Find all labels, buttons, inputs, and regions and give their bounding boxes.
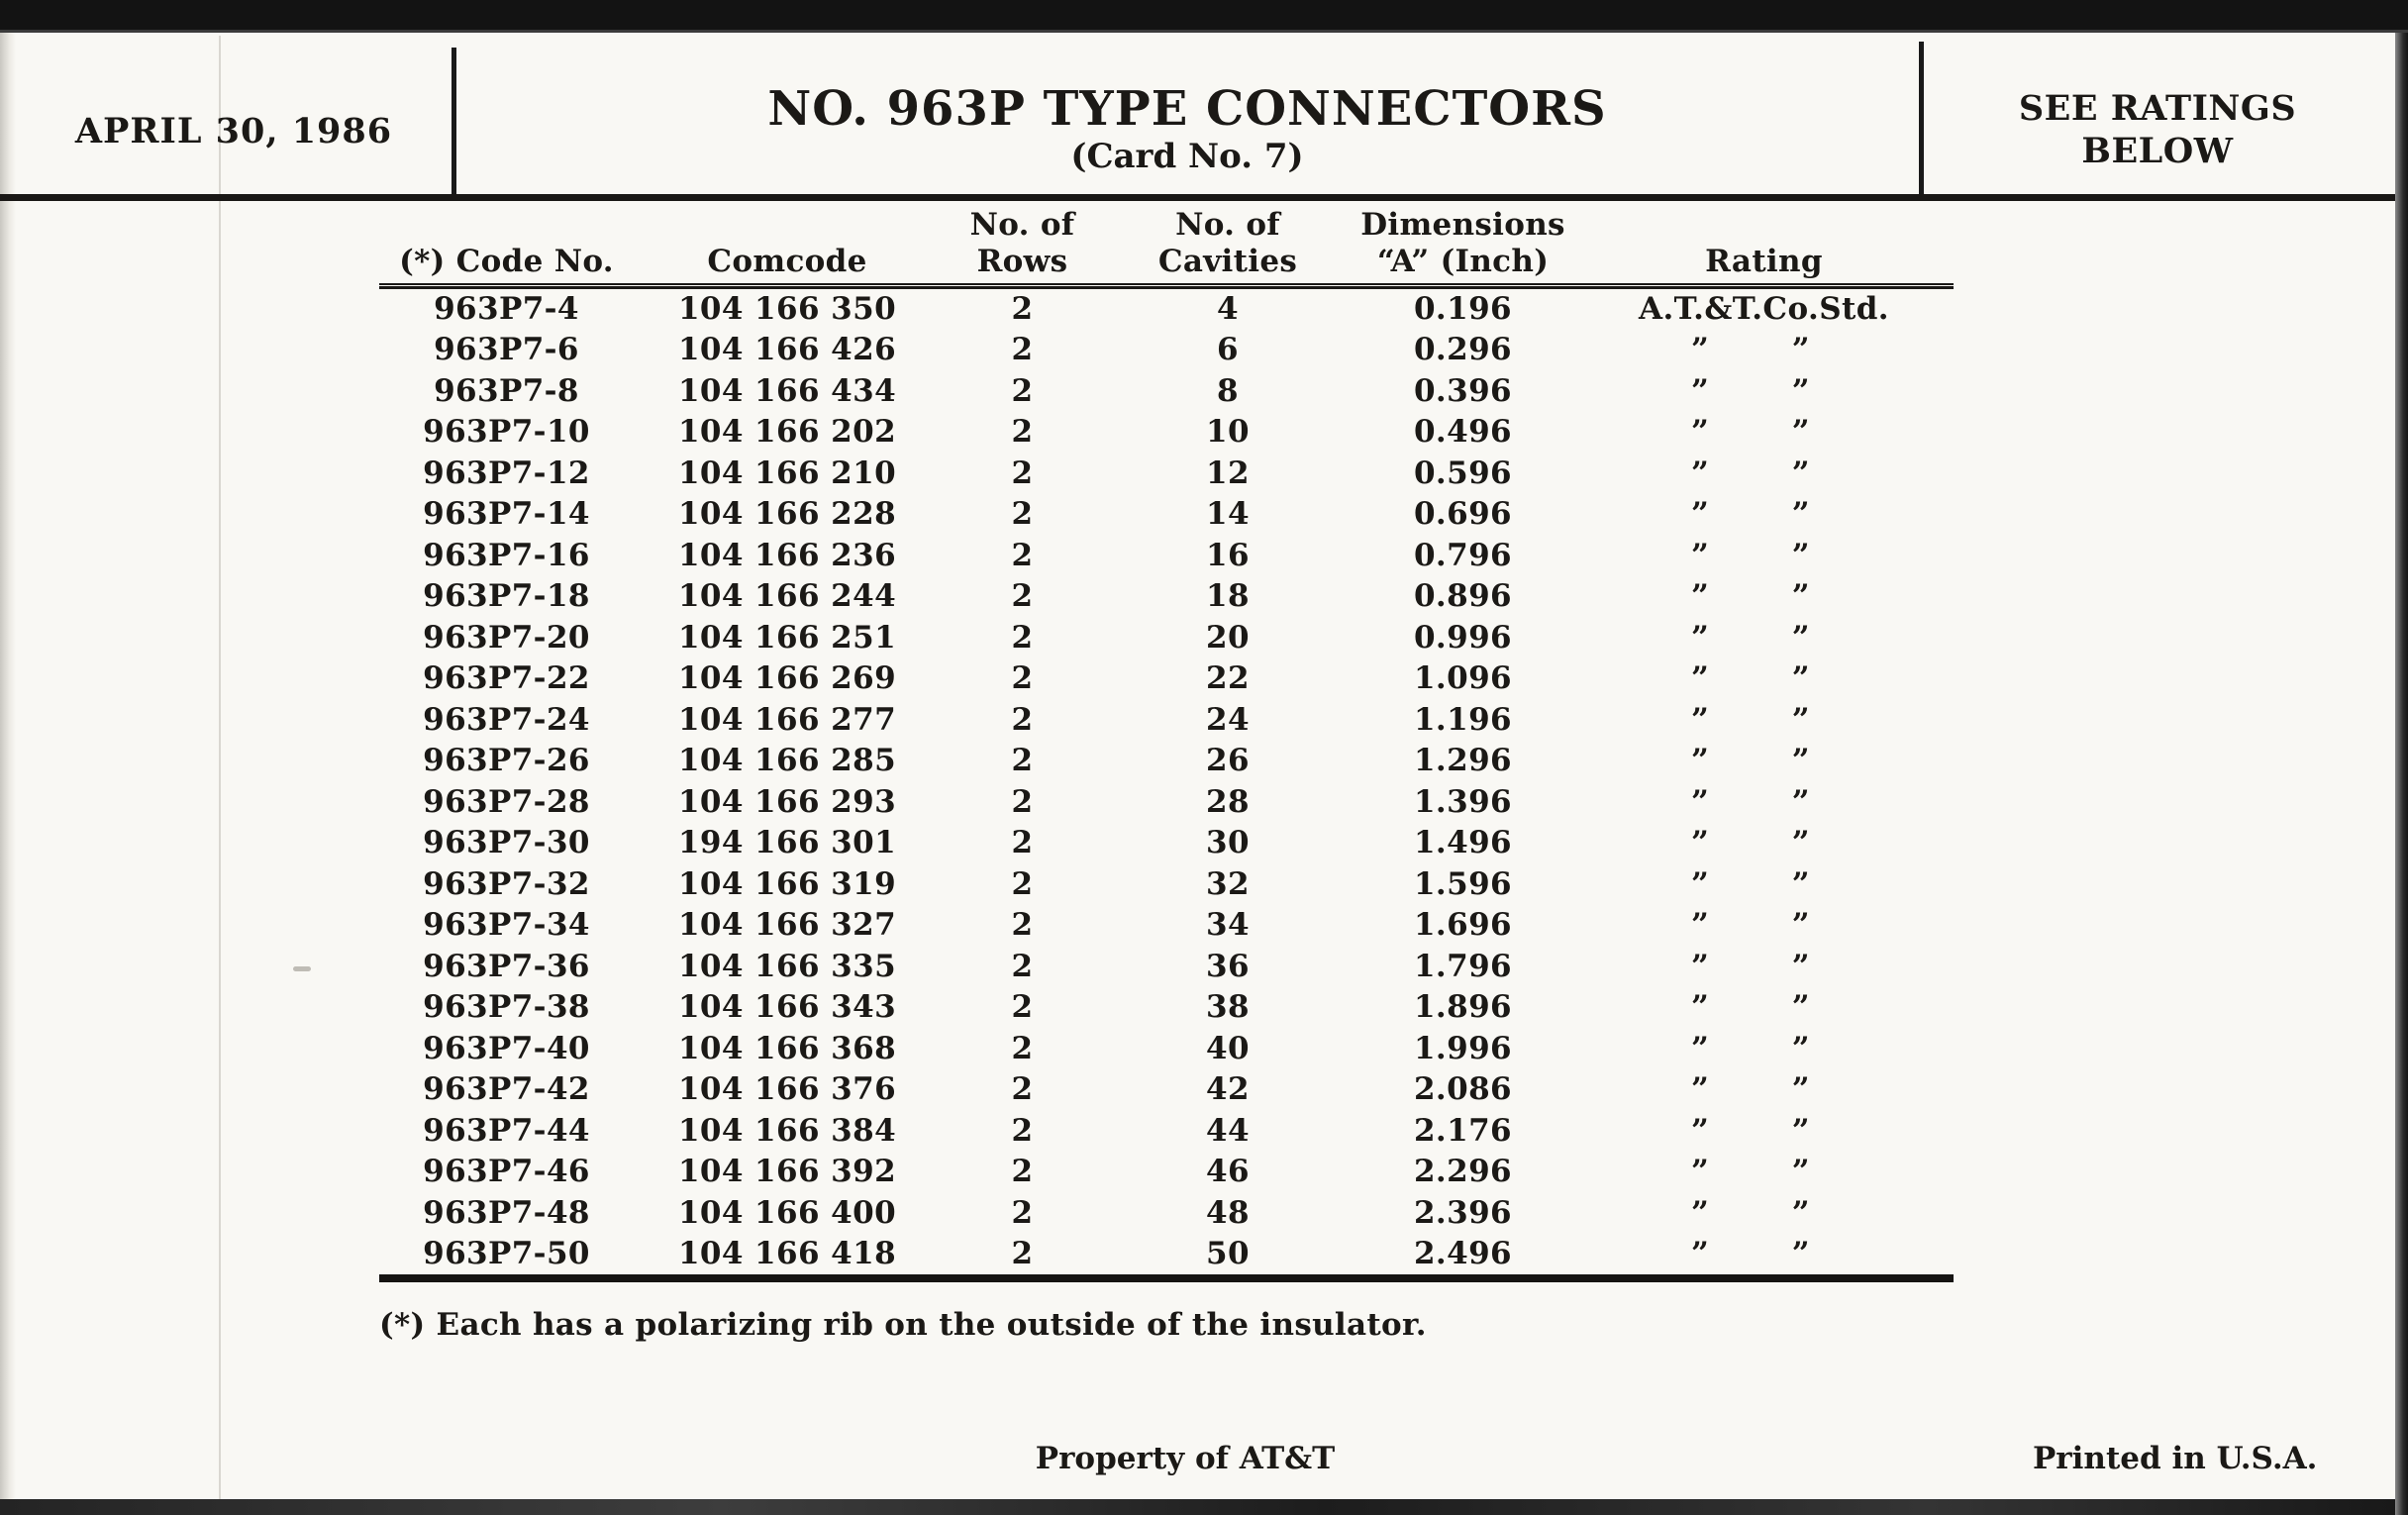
cell-rows: 2: [1011, 372, 1034, 409]
cell-rating: [1691, 702, 1810, 738]
ditto-mark: ”: [1691, 907, 1710, 944]
table-row: [379, 576, 1954, 618]
cell-rating: [1691, 414, 1810, 450]
cell-comcode: 104 166 319: [677, 865, 897, 902]
cell-comcode: 104 166 269: [677, 660, 897, 697]
table-row: [379, 781, 1954, 823]
cell-code: 963P7-12: [423, 454, 590, 491]
cell-dimension: 0.396: [1413, 372, 1513, 409]
cell-code: 963P7-28: [423, 783, 590, 820]
ditto-mark: ”: [1691, 701, 1710, 738]
cell-cavities: 24: [1206, 701, 1250, 738]
cell-comcode: 104 166 368: [677, 1030, 897, 1066]
cell-cavities: 44: [1206, 1112, 1250, 1149]
cell-rows: 2: [1011, 1194, 1034, 1231]
ditto-mark: ”: [1691, 578, 1710, 615]
ditto-mark: ”: [1691, 989, 1710, 1026]
cell-dimension: 1.796: [1413, 948, 1513, 984]
table-row: [379, 1234, 1954, 1275]
cell-comcode: 104 166 244: [677, 578, 897, 615]
col-header-rating: Rating: [1705, 244, 1823, 279]
cell-rating: [1691, 1236, 1810, 1271]
cell-dimension: 2.086: [1413, 1071, 1513, 1108]
cell-dimension: 0.696: [1413, 496, 1513, 533]
cell-dimension: 1.496: [1413, 825, 1513, 861]
cell-cavities: 34: [1206, 907, 1250, 944]
scan-border-top: [0, 0, 2408, 33]
cell-rows: 2: [1011, 783, 1034, 820]
ditto-mark: ”: [1791, 989, 1810, 1026]
cell-dimension: 1.196: [1413, 701, 1513, 738]
cell-rating: [1691, 825, 1810, 860]
cell-dimension: 2.496: [1413, 1236, 1513, 1272]
ratings-note: [1921, 87, 2394, 172]
cell-code: 963P7-26: [423, 743, 590, 779]
cell-dimension: 2.176: [1413, 1112, 1513, 1149]
printed-notice: Printed in U.S.A.: [2033, 1441, 2318, 1476]
ditto-mark: ”: [1691, 825, 1710, 861]
ditto-mark: ”: [1691, 372, 1710, 409]
cell-cavities: 16: [1206, 537, 1250, 573]
cell-comcode: 104 166 335: [677, 948, 897, 984]
cell-dimension: 0.296: [1413, 332, 1513, 368]
cell-comcode: 104 166 327: [677, 907, 897, 944]
header-rule: [0, 194, 2398, 201]
cell-code: 963P7-42: [423, 1071, 590, 1108]
ditto-mark: ”: [1791, 537, 1810, 573]
ditto-mark: ”: [1791, 948, 1810, 984]
col-header-code: (*) Code No.: [399, 244, 614, 279]
cell-rows: 2: [1011, 332, 1034, 368]
cell-rows: 2: [1011, 948, 1034, 984]
cell-rating: [1691, 989, 1810, 1025]
cell-comcode: 104 166 400: [677, 1194, 897, 1231]
cell-code: 963P7-14: [423, 496, 590, 533]
cell-comcode: 104 166 236: [677, 537, 897, 573]
cell-cavities: 48: [1206, 1194, 1250, 1231]
cell-cavities: 30: [1206, 825, 1250, 861]
cell-rows: 2: [1011, 537, 1034, 573]
ditto-mark: ”: [1791, 332, 1810, 368]
cell-rows: 2: [1011, 619, 1034, 656]
cell-cavities: 20: [1206, 619, 1250, 656]
scan-edge-left: [0, 33, 16, 1499]
cell-rows: 2: [1011, 743, 1034, 779]
cell-cavities: 36: [1206, 948, 1250, 984]
cell-rating: [1691, 660, 1810, 696]
ratings-note-line2: BELOW: [2081, 131, 2234, 171]
scan-speck: [293, 966, 311, 971]
ditto-mark: ”: [1791, 1236, 1810, 1272]
ditto-mark: ”: [1691, 1236, 1710, 1272]
cell-dimension: 0.196: [1413, 290, 1513, 327]
ditto-mark: ”: [1691, 865, 1710, 902]
cell-code: 963P7-24: [423, 701, 590, 738]
cell-rating: [1691, 455, 1810, 491]
ditto-mark: ”: [1691, 1071, 1710, 1108]
cell-dimension: 1.396: [1413, 783, 1513, 820]
ditto-mark: ”: [1791, 865, 1810, 902]
cell-rows: 2: [1011, 1071, 1034, 1108]
table-row: [379, 288, 1954, 330]
cell-cavities: 12: [1206, 454, 1250, 491]
cell-code: 963P7-20: [423, 619, 590, 656]
cell-rows: 2: [1011, 865, 1034, 902]
ditto-mark: ”: [1791, 1071, 1810, 1108]
cell-code: 963P7-10: [423, 414, 590, 451]
ditto-mark: ”: [1691, 1154, 1710, 1190]
table-row: [379, 946, 1954, 987]
cell-cavities: 26: [1206, 743, 1250, 779]
cell-cavities: 50: [1206, 1236, 1250, 1272]
ditto-mark: ”: [1691, 496, 1710, 533]
cell-rows: 2: [1011, 989, 1034, 1026]
cell-code: 963P7-32: [423, 865, 590, 902]
page-title: NO. 963P TYPE CONNECTORS: [767, 81, 1607, 137]
ditto-mark: ”: [1691, 948, 1710, 984]
cell-code: 963P7-4: [434, 290, 579, 327]
table-row: [379, 987, 1954, 1029]
cell-code: 963P7-38: [423, 989, 590, 1026]
scan-border-right: [2395, 33, 2408, 1515]
ditto-mark: ”: [1791, 701, 1810, 738]
cell-dimension: 2.296: [1413, 1154, 1513, 1190]
table-row: [379, 494, 1954, 536]
ditto-mark: ”: [1691, 1112, 1710, 1149]
cell-comcode: 104 166 251: [677, 619, 897, 656]
page-subtitle: (Card No. 7): [1070, 137, 1304, 176]
ditto-mark: ”: [1691, 1030, 1710, 1066]
table-row: [379, 1028, 1954, 1069]
cell-rating: [1691, 1071, 1810, 1107]
cell-dimension: 1.696: [1413, 907, 1513, 944]
cell-rating: [1691, 1031, 1810, 1066]
cell-code: 963P7-22: [423, 660, 590, 697]
cell-dimension: 1.596: [1413, 865, 1513, 902]
cell-rating: [1691, 538, 1810, 573]
cell-rating: [1691, 1113, 1810, 1149]
cell-comcode: 104 166 293: [677, 783, 897, 820]
cell-code: 963P7-36: [423, 948, 590, 984]
cell-code: 963P7-18: [423, 578, 590, 615]
col-header-cavities: No. of Cavities: [1157, 207, 1298, 279]
cell-cavities: 14: [1206, 496, 1250, 533]
table-row: [379, 330, 1954, 371]
cell-code: 963P7-34: [423, 907, 590, 944]
table-row: [379, 535, 1954, 576]
cell-comcode: 104 166 350: [677, 290, 897, 327]
ditto-mark: ”: [1791, 1194, 1810, 1231]
ditto-mark: ”: [1791, 660, 1810, 697]
cell-comcode: 104 166 285: [677, 743, 897, 779]
cell-dimension: 0.996: [1413, 619, 1513, 656]
ditto-mark: ”: [1691, 414, 1710, 451]
table-row: [379, 370, 1954, 412]
cell-comcode: 104 166 210: [677, 454, 897, 491]
table-header: [379, 207, 1954, 280]
cell-rows: 2: [1011, 290, 1034, 327]
cell-code: 963P7-50: [423, 1236, 590, 1272]
cell-rows: 2: [1011, 496, 1034, 533]
cell-rows: 2: [1011, 454, 1034, 491]
table-row: [379, 905, 1954, 947]
table-row: [379, 863, 1954, 905]
cell-rows: 2: [1011, 414, 1034, 451]
table-body: [379, 288, 1954, 1274]
card-date: APRIL 30, 1986: [74, 111, 393, 152]
cell-rows: 2: [1011, 907, 1034, 944]
cell-comcode: 104 166 426: [677, 332, 897, 368]
cell-cavities: 10: [1206, 414, 1250, 451]
table-row: [379, 699, 1954, 741]
cell-comcode: 104 166 228: [677, 496, 897, 533]
cell-code: 963P7-46: [423, 1154, 590, 1190]
cell-comcode: 194 166 301: [677, 825, 897, 861]
cell-cavities: 40: [1206, 1030, 1250, 1066]
cell-rating: [1691, 907, 1810, 943]
cell-rows: 2: [1011, 1236, 1034, 1272]
ditto-mark: ”: [1791, 496, 1810, 533]
cell-cavities: 8: [1217, 372, 1239, 409]
ditto-mark: ”: [1691, 660, 1710, 697]
cell-code: 963P7-16: [423, 537, 590, 573]
cell-rating: [1691, 784, 1810, 820]
cell-comcode: 104 166 376: [677, 1071, 897, 1108]
cell-rating: [1691, 496, 1810, 532]
table-row: [379, 741, 1954, 782]
cell-code: 963P7-6: [434, 332, 579, 368]
cell-cavities: 32: [1206, 865, 1250, 902]
ratings-note-line1: SEE RATINGS: [2018, 88, 2297, 129]
cell-cavities: 46: [1206, 1154, 1250, 1190]
cell-rows: 2: [1011, 825, 1034, 861]
table-row: [379, 1152, 1954, 1193]
ditto-mark: ”: [1791, 1112, 1810, 1149]
cell-comcode: 104 166 202: [677, 414, 897, 451]
cell-code: 963P7-44: [423, 1112, 590, 1149]
cell-code: 963P7-48: [423, 1194, 590, 1231]
cell-comcode: 104 166 392: [677, 1154, 897, 1190]
cell-dimension: 0.496: [1413, 414, 1513, 451]
footnote: (*) Each has a polarizing rib on the outside of the insulator.: [379, 1307, 1427, 1343]
cell-cavities: 18: [1206, 578, 1250, 615]
cell-dimension: 1.096: [1413, 660, 1513, 697]
cell-cavities: 38: [1206, 989, 1250, 1026]
table-row: [379, 1192, 1954, 1234]
cell-code: 963P7-40: [423, 1030, 590, 1066]
cell-cavities: 22: [1206, 660, 1250, 697]
ditto-mark: ”: [1791, 1030, 1810, 1066]
ditto-mark: ”: [1691, 332, 1710, 368]
cell-dimension: 1.996: [1413, 1030, 1513, 1066]
table-row: [379, 453, 1954, 494]
col-header-dimension-a: Dimensions “A” (Inch): [1360, 207, 1565, 279]
cell-rows: 2: [1011, 1030, 1034, 1066]
cell-rating: [1691, 373, 1810, 409]
ditto-mark: ”: [1691, 743, 1710, 779]
cell-rating: [1691, 1154, 1810, 1189]
cell-comcode: 104 166 277: [677, 701, 897, 738]
col-header-comcode: Comcode: [707, 244, 867, 279]
ditto-mark: ”: [1791, 372, 1810, 409]
table-row: [379, 617, 1954, 658]
ditto-mark: ”: [1791, 1154, 1810, 1190]
table-bottom-rule: [379, 1274, 1954, 1282]
cell-code: 963P7-8: [434, 372, 579, 409]
cell-comcode: 104 166 434: [677, 372, 897, 409]
cell-rows: 2: [1011, 1154, 1034, 1190]
cell-dimension: 0.796: [1413, 537, 1513, 573]
property-notice: Property of AT&T: [1035, 1441, 1336, 1476]
cell-dimension: 1.296: [1413, 743, 1513, 779]
table-row: [379, 412, 1954, 454]
cell-cavities: 6: [1217, 332, 1239, 368]
cell-dimension: 1.896: [1413, 989, 1513, 1026]
cell-code: 963P7-30: [423, 825, 590, 861]
cell-rating: A.T.&T.Co.Std.: [1639, 290, 1889, 327]
ditto-mark: ”: [1691, 454, 1710, 491]
cell-cavities: 28: [1206, 783, 1250, 820]
cell-comcode: 104 166 343: [677, 989, 897, 1026]
cell-rating: [1691, 578, 1810, 614]
ditto-mark: ”: [1691, 783, 1710, 820]
ditto-mark: ”: [1791, 619, 1810, 656]
cell-cavities: 4: [1217, 290, 1239, 327]
ditto-mark: ”: [1691, 1194, 1710, 1231]
ditto-mark: ”: [1791, 454, 1810, 491]
cell-rating: [1691, 866, 1810, 902]
cell-rows: 2: [1011, 701, 1034, 738]
table-row: [379, 1110, 1954, 1152]
cell-rows: 2: [1011, 1112, 1034, 1149]
cell-rating: [1691, 332, 1810, 367]
cell-dimension: 0.596: [1413, 454, 1513, 491]
cell-dimension: 2.396: [1413, 1194, 1513, 1231]
ditto-mark: ”: [1791, 743, 1810, 779]
cell-rating: [1691, 620, 1810, 656]
cell-rating: [1691, 1195, 1810, 1231]
table-row: [379, 823, 1954, 864]
col-header-rows: No. of Rows: [969, 207, 1075, 279]
ditto-mark: ”: [1791, 907, 1810, 944]
table-row: [379, 1069, 1954, 1111]
table-row: [379, 658, 1954, 700]
cell-rating: [1691, 949, 1810, 984]
cell-dimension: 0.896: [1413, 578, 1513, 615]
cell-comcode: 104 166 384: [677, 1112, 897, 1149]
ditto-mark: ”: [1791, 783, 1810, 820]
cell-comcode: 104 166 418: [677, 1236, 897, 1272]
ditto-mark: ”: [1691, 619, 1710, 656]
cell-cavities: 42: [1206, 1071, 1250, 1108]
cell-rows: 2: [1011, 578, 1034, 615]
cell-rating: [1691, 743, 1810, 778]
ditto-mark: ”: [1691, 537, 1710, 573]
ditto-mark: ”: [1791, 414, 1810, 451]
cell-rows: 2: [1011, 660, 1034, 697]
ditto-mark: ”: [1791, 825, 1810, 861]
header-title-block: [453, 83, 1921, 176]
paper-crease: [219, 36, 221, 1499]
scan-border-bottom: [0, 1499, 2408, 1515]
ditto-mark: ”: [1791, 578, 1810, 615]
